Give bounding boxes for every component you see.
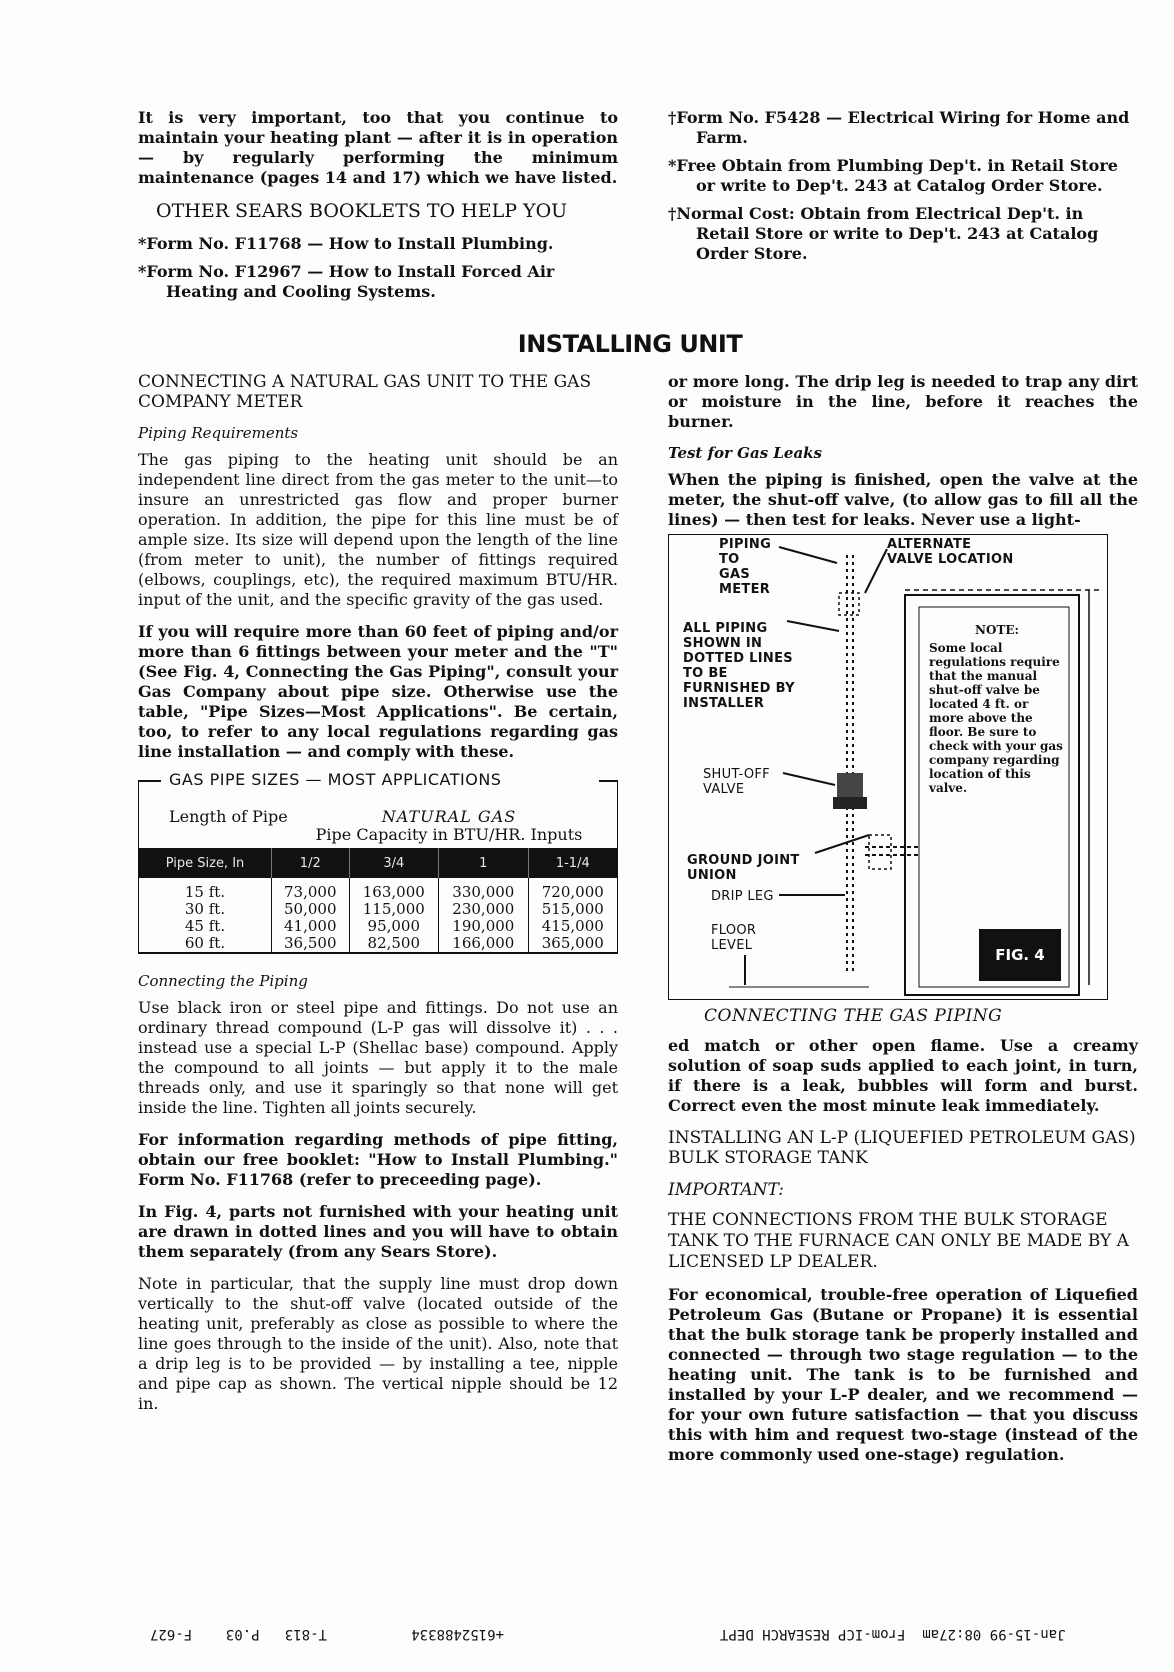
page-title: INSTALLING UNIT: [517, 330, 743, 358]
important-label: IMPORTANT:: [668, 1180, 785, 1200]
figure-gas-piping: [668, 534, 1108, 1000]
booklet-item: *Form No. F11768 — How to Install Plumbing.: [138, 234, 554, 253]
table-cell: 190,000: [439, 918, 529, 935]
paragraph: For information regarding methods of pipe fitting, obtain our free booklet: "How to Install Plumbing." Form No. F11768 (refer to preceeding page).: [138, 1130, 618, 1189]
table-cell: 95,000: [349, 918, 439, 935]
paragraph: ed match or other open flame. Use a creamy solution of soap suds applied to each joint, in turn, if there is a leak, bubbles will form and burst. Correct even the most minute leak immediately.: [668, 1036, 1138, 1115]
table-cell: 41,000: [272, 918, 350, 935]
table-cell: 330,000: [439, 878, 529, 901]
paragraph: or more long. The drip leg is needed to trap any dirt or moisture in the line, before it reaches the burner.: [668, 372, 1138, 431]
column-header: Pipe Size, In: [139, 848, 272, 878]
subheading-test-leaks: Test for Gas Leaks: [668, 444, 823, 462]
table-cell: 163,000: [349, 878, 439, 901]
note-text: Some local regulations require that the manual shut-off valve be located 4 ft. or more above the floor. Be sure to check with your gas company regarding location of this valve.: [929, 641, 1063, 795]
table-cell: 36,500: [272, 935, 350, 953]
booklet-item: †Form No. F5428 — Electrical Wiring for Home and Farm.: [668, 108, 1130, 147]
table-cell: 60 ft.: [139, 935, 272, 953]
top-left-column: [138, 108, 618, 310]
figure-caption: CONNECTING THE GAS PIPING: [704, 1006, 1003, 1026]
top-right-column: [668, 108, 1138, 272]
fax-footer-right: +6152488334 T-813 P.03 F-627: [150, 1626, 505, 1642]
paragraph: When the piping is finished, open the valve at the meter, the shut-off valve, (to allow gas to fill all the lines) — then test for leaks. Never use a light-: [668, 470, 1138, 529]
paragraph: The gas piping to the heating unit should be an independent line direct from the gas meter to the unit—to insure an unrestricted gas flow and proper burner operation. In addition, the pipe for this line must be of ample size. Its size will depend upon the length of the line (from meter to unit), the number of fittings required (elbows, couplings, etc), the required maximum BTU/HR. input of the unit, and the specific gravity of the gas used.: [138, 450, 618, 609]
table-cell: 15 ft.: [139, 878, 272, 901]
table-header: [139, 808, 617, 848]
lp-heading: INSTALLING AN L-P (LIQUEFIED PETROLEUM GAS) BULK STORAGE TANK: [668, 1128, 1136, 1168]
column-header: 1: [439, 848, 529, 878]
label-alternate-valve: ALTERNATE VALVE LOCATION: [887, 537, 1014, 567]
column-header: 3/4: [349, 848, 439, 878]
table-cell: 230,000: [439, 901, 529, 918]
table-row: [139, 935, 617, 953]
left-column: [138, 372, 618, 1426]
paragraph: Use black iron or steel pipe and fittings. Do not use an ordinary thread compound (L-P gas will dissolve it) . . . instead use a special L-P (Shellac base) compound. Apply the compound to all joints — but apply it to the male threads only, and use it sparingly so that none will get inside the line. Tighten all joints securely.: [138, 998, 618, 1117]
table-cell: 73,000: [272, 878, 350, 901]
pipe-sizes-table: [139, 848, 617, 953]
table-cell: 415,000: [541, 917, 604, 935]
column-header: 1-1/4: [528, 848, 617, 878]
label-ground-joint: GROUND JOINT UNION: [687, 853, 800, 883]
gas-label: NATURAL GAS: [381, 807, 517, 826]
table-cell: 30 ft.: [139, 901, 272, 918]
label-floor-level: FLOOR LEVEL: [711, 923, 757, 953]
table-cell: 365,000: [528, 935, 617, 953]
booklet-item: *Form No. F12967 — How to Install Forced Air Heating and Cooling Systems.: [138, 262, 555, 301]
paragraph: For economical, trouble-free operation of Liquefied Petroleum Gas (Butane or Propane) it is essential that the bulk storage tank be properly installed and connected — through two stage regulation — to the heating unit. The tank is to be furnished and installed by your L-P dealer, and we recommend — for your own future satisfaction — that you discuss this with him and request two-stage (instead of the more commonly used one-stage) regulation.: [668, 1285, 1138, 1464]
figure-badge: FIG. 4: [979, 929, 1061, 981]
table-cell: 45 ft.: [139, 918, 272, 935]
table-cell: 50,000: [272, 901, 350, 918]
table-title: GAS PIPE SIZES — MOST APPLICATIONS: [163, 770, 507, 789]
table-cell: 720,000: [541, 883, 604, 901]
subheading-connecting-piping: Connecting the Piping: [138, 972, 308, 990]
paragraph: If you will require more than 60 feet of piping and/or more than 6 fittings between your meter and the "T" (See Fig. 4, Connecting the Gas Piping", consult your Gas Company about pipe size. Otherwise use the table, "Pipe Sizes—Most Applications". Be certain, too, to refer to any local regulations regarding gas line installation — and comply with these.: [138, 622, 618, 761]
right-column: [668, 372, 1138, 1477]
label-drip-leg: DRIP LEG: [711, 889, 774, 904]
table-row: [139, 918, 617, 935]
table-cell: 82,500: [349, 935, 439, 953]
subheading-piping-requirements: Piping Requirements: [138, 424, 299, 442]
table-cell: 115,000: [349, 901, 439, 918]
label-piping-to-meter: PIPING TO GAS METER: [719, 537, 772, 597]
figure-note: [929, 623, 1065, 795]
paragraph: In Fig. 4, parts not furnished with your heating unit are drawn in dotted lines and you will have to obtain them separately (from any Sears Store).: [138, 1202, 618, 1261]
booklets-heading: OTHER SEARS BOOKLETS TO HELP YOU: [156, 200, 568, 222]
section-heading: CONNECTING A NATURAL GAS UNIT TO THE GAS COMPANY METER: [138, 372, 592, 412]
label-shutoff-valve: SHUT-OFF VALVE: [703, 767, 770, 797]
booklet-note: *Free Obtain from Plumbing Dep't. in Retail Store or write to Dep't. 243 at Catalog Order Store.: [668, 156, 1118, 195]
table-cell: 166,000: [439, 935, 529, 953]
column-header: 1/2: [272, 848, 350, 878]
length-label: Length of Pipe: [169, 807, 288, 826]
table-row: [139, 878, 617, 901]
table-cell: 515,000: [541, 900, 604, 918]
caps-warning: THE CONNECTIONS FROM THE BULK STORAGE TANK TO THE FURNACE CAN ONLY BE MADE BY A LICENSED LP DEALER.: [668, 1210, 1129, 1272]
booklet-note: †Normal Cost: Obtain from Electrical Dep't. in Retail Store or write to Dep't. 243 at Catalog Order Store.: [668, 204, 1099, 263]
intro-paragraph: It is very important, too that you continue to maintain your heating plant — after it is in operation — by regularly performing the minimum maintenance (pages 14 and 17) which we have listed.: [138, 108, 618, 187]
paragraph: Note in particular, that the supply line must drop down vertically to the shut-off valve (located outside of the heating unit, preferably as close as possible to where the line goes through to the inside of the unit). Also, note that a drip leg is to be provided — by installing a tee, nipple and pipe cap as shown. The vertical nipple should be 12 in.: [138, 1274, 618, 1413]
capacity-header: [289, 808, 609, 844]
note-title: NOTE:: [975, 623, 1019, 637]
label-all-piping: ALL PIPING SHOWN IN DOTTED LINES TO BE FURNISHED BY INSTALLER: [683, 621, 795, 711]
capacity-label: Pipe Capacity in BTU/HR. Inputs: [315, 825, 583, 844]
pipe-sizes-table-box: [138, 770, 618, 954]
table-row: [139, 901, 617, 918]
fax-footer-left: Jan-15-99 08:27am From-ICP RESEARCH DEPT: [720, 1626, 1066, 1642]
